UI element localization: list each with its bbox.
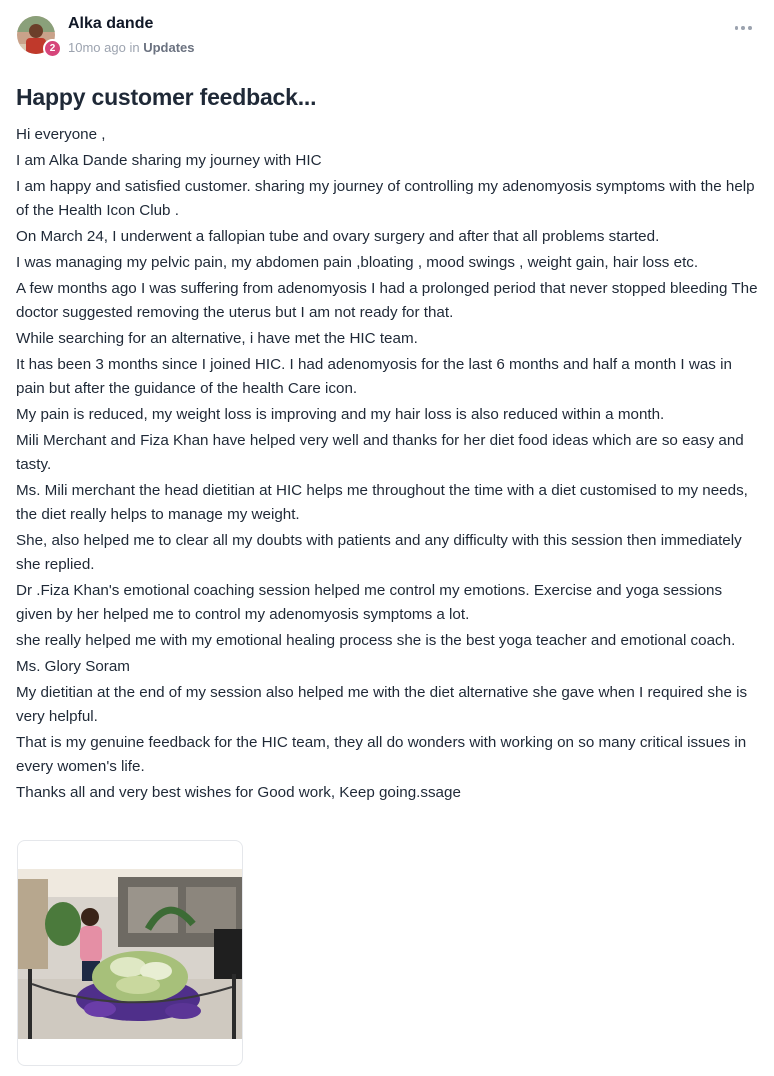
body-paragraph: I was managing my pelvic pain, my abdomen pain ,bloating , mood swings , weight gain, hair loss etc.: [16, 254, 699, 271]
attachment-image-card[interactable]: [17, 840, 243, 1066]
in-label: in: [129, 40, 140, 55]
post-header: [17, 14, 757, 58]
post-meta: [68, 40, 195, 55]
body-paragraph: It has been 3 months since I joined HIC. I had adenomyosis for the last 6 months and half a month I was in pain but after the guidance of the health Care icon.: [16, 356, 732, 397]
attachment-photo: [18, 869, 243, 1039]
body-paragraph: I am Alka Dande sharing my journey with HIC: [16, 152, 322, 169]
body-paragraph: Mili Merchant and Fiza Khan have helped very well and thanks for her diet food ideas which are so easy and tasty.: [16, 432, 744, 473]
body-paragraph: A few months ago I was suffering from adenomyosis I had a prolonged period that never stopped bleeding The doctor suggested removing the uterus but I am not ready for that.: [16, 280, 758, 321]
body-paragraph: Dr .Fiza Khan's emotional coaching session helped me control my emotions. Exercise and yoga sessions given by her helped me to control my adenomyosis symptoms a lot.: [16, 582, 723, 623]
body-paragraph: Ms. Mili merchant the head dietitian at HIC helps me throughout the time with a diet customised to my needs, the diet really helps to manage my weight.: [16, 482, 748, 523]
more-horizontal-icon[interactable]: [733, 18, 753, 38]
body-paragraph: My dietitian at the end of my session also helped me with the diet alternative she gave when I required she is very helpful.: [16, 684, 748, 725]
body-paragraph: Ms. Glory Soram: [16, 658, 130, 675]
body-paragraph: She, also helped me to clear all my doubts with patients and any difficulty with this session then immediately she replied.: [16, 532, 742, 573]
avatar[interactable]: [17, 16, 57, 56]
level-badge: 2: [43, 39, 62, 58]
body-paragraph: My pain is reduced, my weight loss is improving and my hair loss is also reduced within a month.: [16, 406, 665, 423]
body-paragraph: Hi everyone ,: [16, 126, 106, 143]
body-paragraph: Thanks all and very best wishes for Good work, Keep going.ssage: [16, 784, 461, 801]
body-paragraph: That is my genuine feedback for the HIC team, they all do wonders with working on so many critical issues in every women's life.: [16, 734, 747, 775]
category-link[interactable]: Updates: [143, 40, 195, 55]
post-body: [16, 123, 760, 807]
body-paragraph: On March 24, I underwent a fallopian tube and ovary surgery and after that all problems started.: [16, 228, 660, 245]
body-paragraph: I am happy and satisfied customer. sharing my journey of controlling my adenomyosis symptoms with the help of the Health Icon Club .: [16, 178, 755, 219]
body-paragraph: While searching for an alternative, i have met the HIC team.: [16, 330, 418, 347]
author-name[interactable]: Alka dande: [68, 15, 154, 32]
post-title: Happy customer feedback...: [16, 84, 317, 110]
body-paragraph: she really helped me with my emotional healing process she is the best yoga teacher and emotional coach.: [16, 632, 736, 649]
time-ago: 10mo ago: [68, 40, 126, 55]
